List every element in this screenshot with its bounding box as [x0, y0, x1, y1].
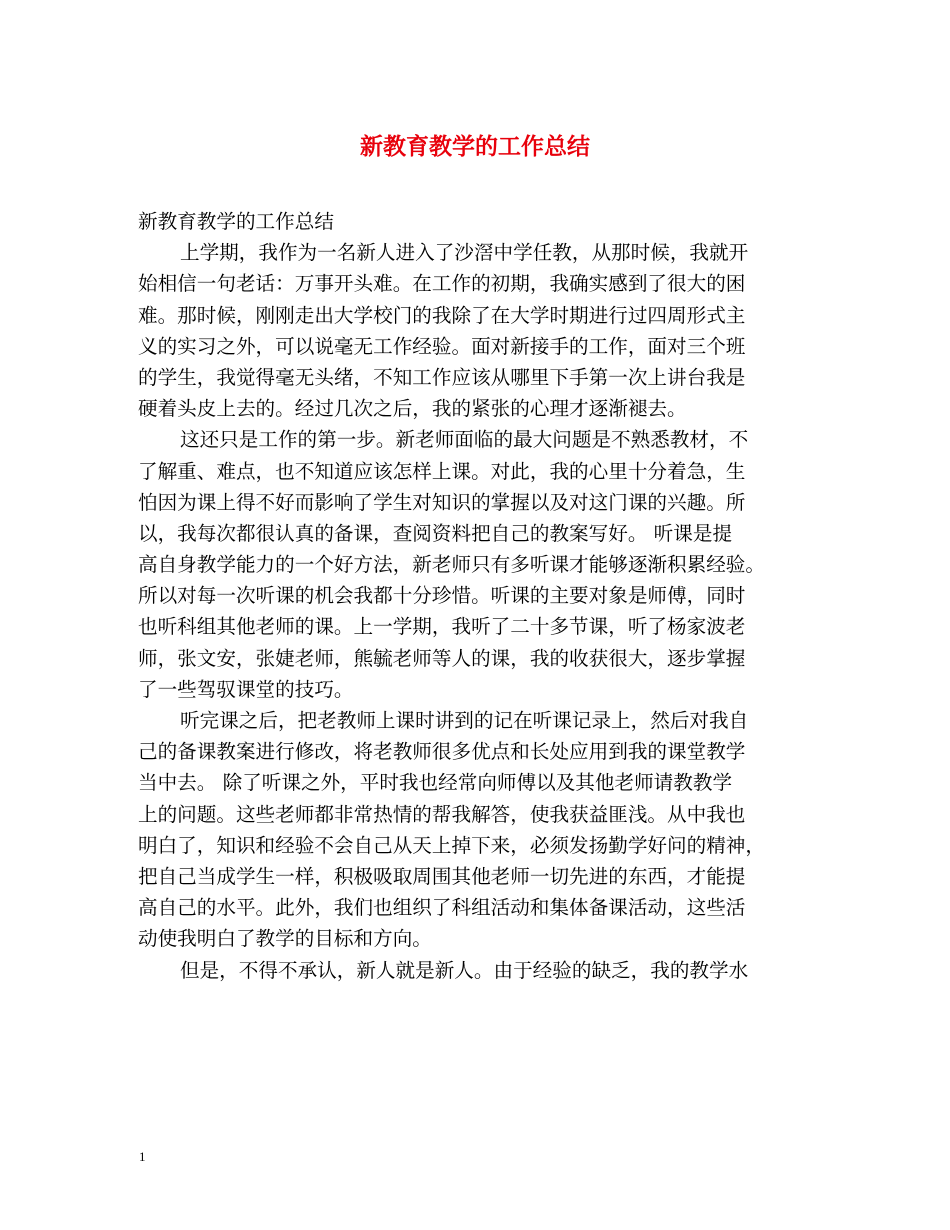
body-text-line: 明白了，知识和经验不会自己从天上掉下来，必须发扬勤学好问的精神， — [138, 833, 765, 857]
document-body — [138, 206, 838, 986]
body-text-line: 所以对每一次听课的机会我都十分珍惜。听课的主要对象是师傅，同时 — [138, 584, 746, 608]
body-text-line: 了解重、难点，也不知道应该怎样上课。对此，我的心里十分着急，生 — [138, 459, 746, 483]
body-text-line: 当中去。 除了听课之外，平时我也经常向师傅以及其他老师请教教学 — [138, 771, 733, 795]
body-text-line: 但是，不得不承认，新人就是新人。由于经验的缺乏，我的教学水 — [180, 958, 749, 982]
body-text-line: 难。那时候，刚刚走出大学校门的我除了在大学时期进行过四周形式主 — [138, 303, 746, 327]
body-text-line: 把自己当成学生一样，积极吸取周围其他老师一切先进的东西，才能提 — [138, 864, 746, 888]
body-text-line: 动使我明白了教学的目标和方向。 — [138, 927, 432, 951]
document-title: 新教育教学的工作总结 — [360, 133, 590, 160]
body-text-line: 这还只是工作的第一步。新老师面临的最大问题是不熟悉教材，不 — [180, 428, 749, 452]
body-text-line: 高自身教学能力的一个好方法，新老师只有多听课才能够逐渐积累经验。 — [138, 553, 765, 577]
document-subtitle-line: 新教育教学的工作总结 — [138, 210, 334, 233]
body-text-line: 己的备课教案进行修改，将老教师很多优点和长处应用到我的课堂教学 — [138, 740, 746, 764]
body-text-line: 的学生，我觉得毫无头绪，不知工作应该从哪里下手第一次上讲台我是 — [138, 365, 746, 389]
body-text-line: 怕因为课上得不好而影响了学生对知识的掌握以及对这门课的兴趣。所 — [138, 490, 746, 514]
body-text-line: 高自己的水平。此外，我们也组织了科组活动和集体备课活动，这些活 — [138, 896, 746, 920]
body-text-line: 上学期，我作为一名新人进入了沙滘中学任教，从那时候，我就开 — [180, 241, 749, 265]
body-text-line: 义的实习之外，可以说毫无工作经验。面对新接手的工作，面对三个班 — [138, 334, 746, 358]
page-number: 1 — [139, 1149, 146, 1164]
body-text-line: 以，我每次都很认真的备课，查阅资料把自己的教案写好。 听课是提 — [138, 521, 733, 545]
body-text-line: 听完课之后，把老教师上课时讲到的记在听课记录上，然后对我自 — [180, 709, 749, 732]
body-text-line: 上的问题。这些老师都非常热情的帮我解答，使我获益匪浅。从中我也 — [138, 802, 746, 826]
body-text-line: 硬着头皮上去的。经过几次之后，我的紧张的心理才逐渐褪去。 — [138, 397, 687, 421]
body-text-line: 始相信一句老话：万事开头难。在工作的初期，我确实感到了很大的困 — [138, 272, 746, 296]
body-text-line: 也听科组其他老师的课。上一学期，我听了二十多节课，听了杨家波老 — [138, 615, 746, 639]
body-text-line: 师，张文安，张婕老师，熊毓老师等人的课，我的收获很大，逐步掌握 — [138, 646, 746, 670]
body-text-line: 了一些驾驭课堂的技巧。 — [138, 677, 354, 701]
